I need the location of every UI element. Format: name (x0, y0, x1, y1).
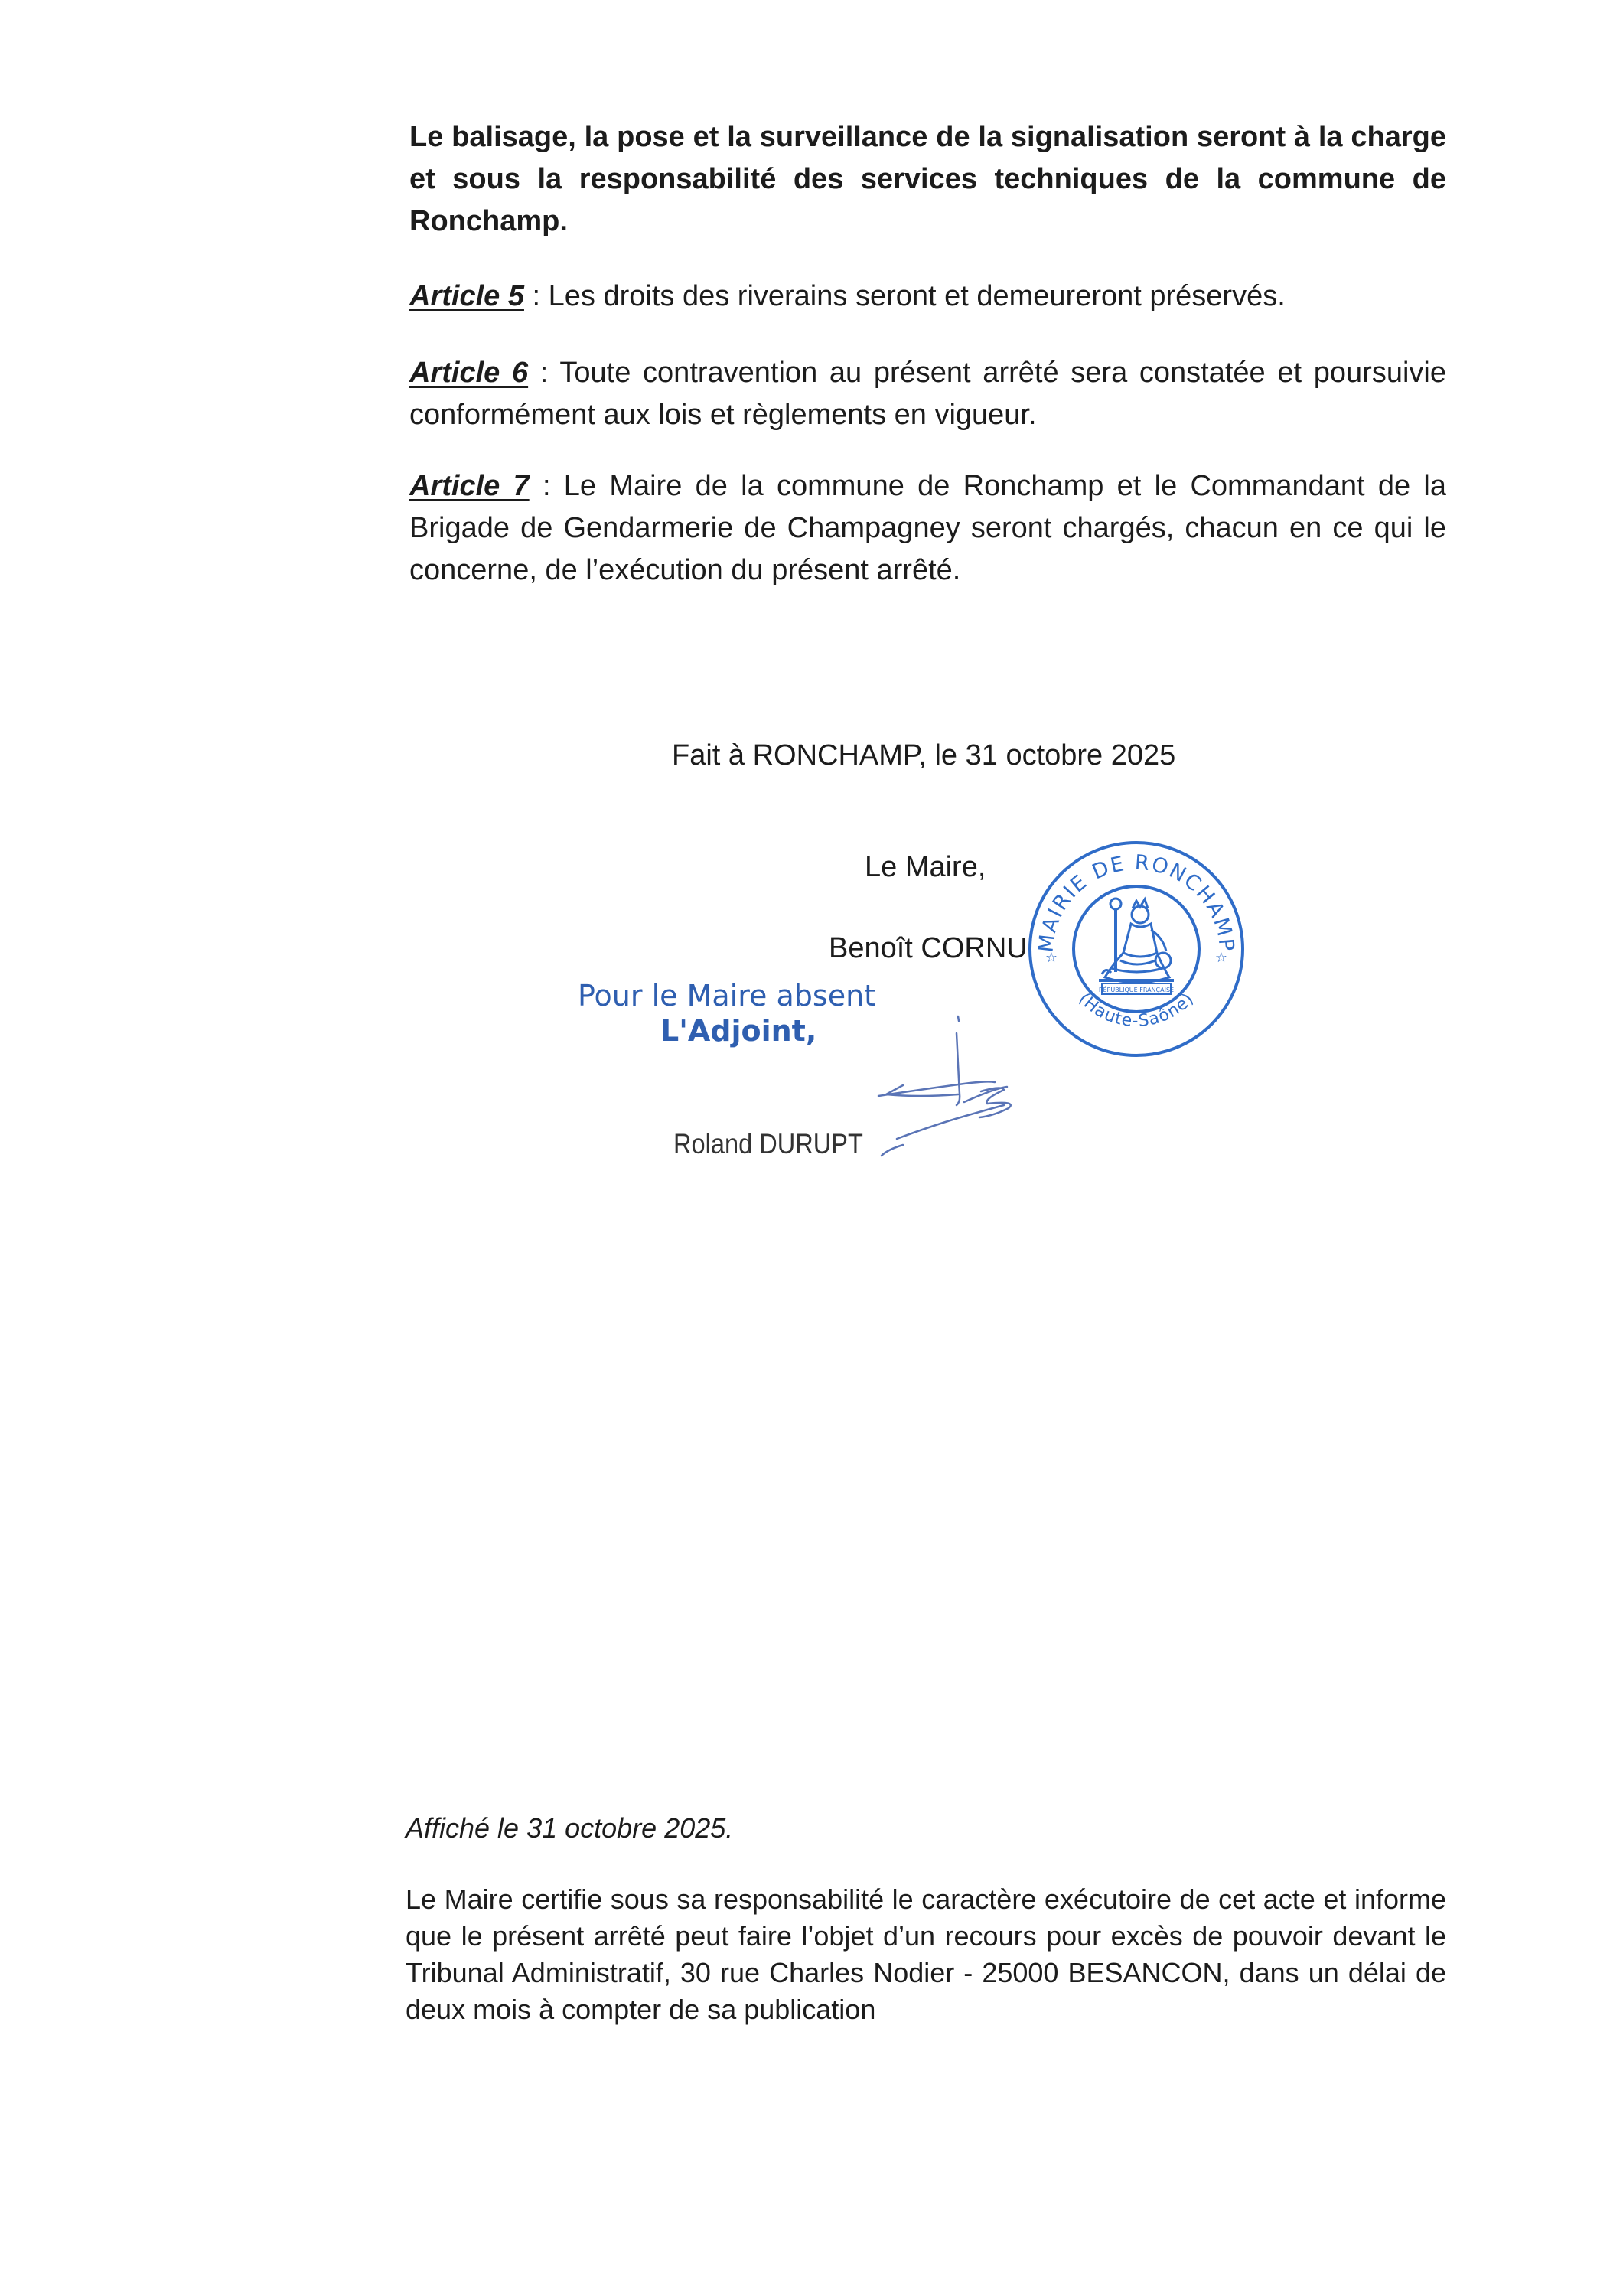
place-date-line: Fait à RONCHAMP, le 31 octobre 2025 (672, 739, 1176, 771)
deputy-stamp-line2: L'Adjoint, (660, 1014, 817, 1048)
article-5-paragraph (409, 276, 1446, 318)
article-6-paragraph (409, 352, 1446, 436)
deputy-signature (872, 1010, 1071, 1171)
article-5-separator: : (523, 280, 549, 312)
article-7-text: Le Maire de la commune de Ronchamp et le Commandant de la Brigade de Gendarmerie de Champagney seront chargés, chacun en ce qui le concerne, de l’exécution du présent arrêté. (409, 470, 1446, 586)
appeal-notice: Le Maire certifie sous sa responsabilité le caractère exécutoire de cet acte et informe que le présent arrêté peut faire l’objet d’un recours pour excès de pouvoir devant le Tribunal Administratif, 30 rue Charles Nodier - 25000 BESANCON, dans un délai de deux mois à compter de sa publication (406, 1883, 1446, 2025)
mayor-name: Benoît CORNU (829, 932, 1028, 964)
seal-bottom-text: (Haute-Saône) (1074, 989, 1198, 1032)
marianne-figure-icon (1099, 899, 1174, 983)
article-7-label: Article 7 (409, 470, 530, 502)
seal-star-left-icon: ☆ (1045, 950, 1058, 966)
article-6-text: Toute contravention au présent arrêté sera constatée et poursuivie conformément aux lois et règlements en vigueur. (409, 357, 1446, 431)
posting-date: Affiché le 31 octobre 2025. (406, 1812, 734, 1844)
seal-ribbon-text: RÉPUBLIQUE FRANÇAISE (1098, 987, 1175, 993)
mayor-title: Le Maire, (865, 851, 986, 883)
balisage-paragraph: Le balisage, la pose et la surveillance de la signalisation seront à la charge et sous la responsabilité des services techniques de la commune de Ronchamp. (409, 121, 1446, 237)
deputy-name: Roland DURUPT (673, 1128, 863, 1159)
article-5-label: Article 5 (409, 280, 524, 312)
deputy-stamp-line1: Pour le Maire absent (578, 979, 876, 1013)
article-6-separator: : (528, 357, 560, 389)
article-7-separator: : (529, 470, 564, 502)
article-5-text: Les droits des riverains seront et demeureront préservés. (548, 280, 1286, 312)
seal-star-right-icon: ☆ (1214, 950, 1228, 966)
article-6-label: Article 6 (409, 357, 529, 389)
article-7-paragraph (409, 465, 1446, 592)
seal-top-text: MAIRIE DE RONCHAMP (1034, 850, 1239, 954)
deputy-stamp (578, 978, 875, 1049)
